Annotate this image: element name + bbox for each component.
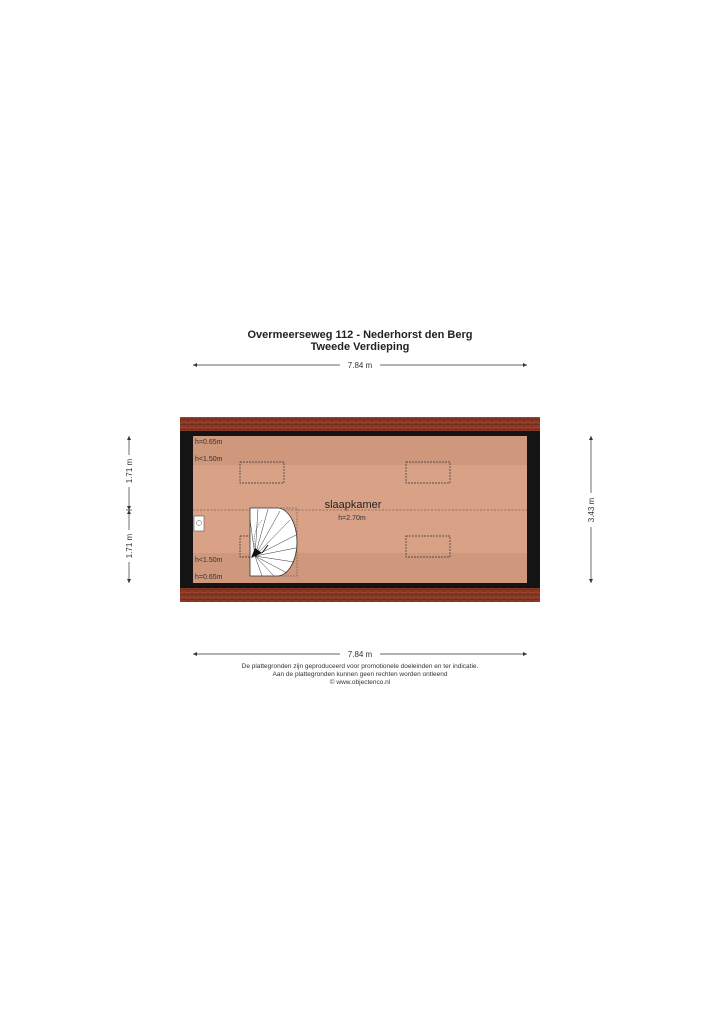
top-dimension [193,361,527,370]
left-upper-label: 1.71 m [125,458,134,484]
disclaimer-line-2: Aan de plattegronden kunnen geen rechten worden ontleend [272,671,448,678]
height-bottom-mid: h<1.50m [195,557,223,564]
height-top-low: h=0.65m [195,439,223,446]
floor-name: Tweede Verdieping [310,341,410,353]
roof-tiles-top [180,417,540,432]
washbasin-icon [194,516,204,531]
height-bottom-low: h=0.65m [195,574,223,581]
top-dimension-label: 7.84 m [347,361,373,370]
spiral-staircase-icon[interactable] [250,508,297,576]
low-zone-bottom [193,553,527,583]
disclaimer-line-1: De plattegronden zijn geproduceerd voor promotionele doeleinden en ter indicatie. [241,663,479,670]
room-center-height: h=2.70m [338,515,366,522]
left-dimension [125,436,134,583]
low-zone-top [193,436,527,465]
bottom-dimension [193,650,527,659]
bottom-dimension-label: 7.84 m [347,650,373,659]
copyright-link[interactable]: © www.objectenco.nl [329,679,391,686]
right-depth-label: 3.43 m [587,497,596,523]
room-name: slaapkamer [324,499,382,511]
right-dimension [587,436,596,583]
left-lower-label: 1.71 m [125,533,134,559]
roof-tiles-bottom [180,587,540,602]
plan-title: Overmeerseweg 112 - Nederhorst den Berg [247,329,473,341]
height-top-mid: h<1.50m [195,456,223,463]
